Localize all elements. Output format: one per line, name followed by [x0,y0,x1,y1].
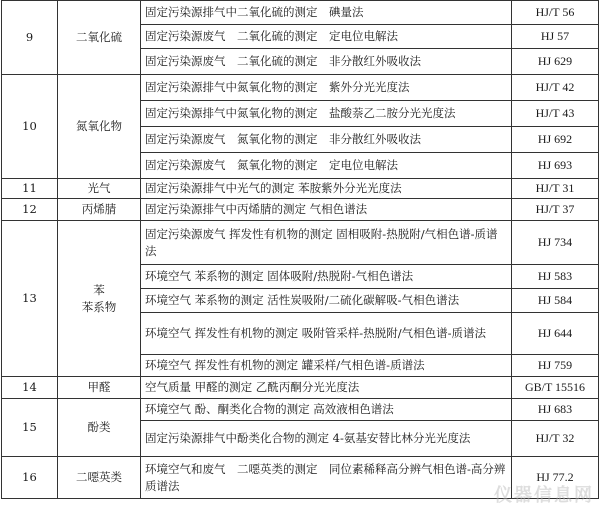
method-name: 固定污染源废气 二氧化硫的测定 非分散红外吸收法 [141,49,512,75]
method-name: 固定污染源排气中二氧化硫的测定 碘量法 [141,1,512,25]
standard-code: HJ/T 37 [512,199,599,221]
standard-code: HJ 583 [512,265,599,289]
standards-table [1,0,599,499]
table-row [2,399,599,421]
method-name: 固定污染源排气中丙烯腈的测定 气相色谱法 [141,199,512,221]
table-row [2,199,599,221]
standard-code: HJ/T 32 [512,421,599,457]
item-number: 16 [2,457,58,499]
pollutant-name: 氮氧化物 [76,119,122,133]
standard-code: HJ 734 [512,221,599,265]
standard-code: HJ 77.2 [512,457,599,499]
pollutant-name-cell [58,377,141,399]
standard-code: HJ 629 [512,49,599,75]
method-name: 固定污染源排气中酚类化合物的测定 4-氨基安替比林分光光度法 [141,421,512,457]
method-name: 固定污染源废气 二氧化硫的测定 定电位电解法 [141,25,512,49]
method-name: 固定污染源废气 氮氧化物的测定 定电位电解法 [141,153,512,179]
standard-code: HJ 693 [512,153,599,179]
item-number: 13 [2,221,58,377]
standard-code: HJ/T 43 [512,101,599,127]
pollutant-name-secondary: 苯系物 [81,299,117,314]
method-name: 固定污染源废气 氮氧化物的测定 非分散红外吸收法 [141,127,512,153]
standard-code: HJ 57 [512,25,599,49]
method-name: 环境空气 挥发性有机物的测定 吸附管采样-热脱附/气相色谱-质谱法 [141,313,512,355]
method-name: 环境空气 挥发性有机物的测定 罐采样/气相色谱-质谱法 [141,355,512,377]
table-row [2,179,599,199]
standard-code: HJ 759 [512,355,599,377]
item-number: 11 [2,179,58,199]
standard-code: HJ/T 56 [512,1,599,25]
pollutant-name: 酚类 [87,420,111,434]
standard-code: HJ 692 [512,127,599,153]
pollutant-name-cell [58,221,141,377]
standard-code: HJ 584 [512,289,599,313]
method-name: 环境空气 苯系物的测定 固体吸附/热脱附-气相色谱法 [141,265,512,289]
pollutant-name-cell [58,179,141,199]
standard-code: HJ/T 31 [512,179,599,199]
method-name: 固定污染源排气中光气的测定 苯胺紫外分光光度法 [141,179,512,199]
item-number: 15 [2,399,58,457]
pollutant-name-cell [58,399,141,457]
method-name: 环境空气和废气 二噁英类的测定 同位素稀释高分辨气相色谱-高分辨质谱法 [141,457,512,499]
table-row [2,221,599,265]
pollutant-name: 二氧化硫 [76,30,122,44]
table-row [2,1,599,25]
pollutant-name-cell [58,75,141,179]
item-number: 9 [2,1,58,75]
method-name: 环境空气 苯系物的测定 活性炭吸附/二硫化碳解吸-气相色谱法 [141,289,512,313]
standards-table-body [2,1,599,499]
pollutant-name: 二噁英类 [76,470,122,484]
pollutant-name: 丙烯腈 [81,202,117,216]
pollutant-name-cell [58,457,141,499]
pollutant-name: 光气 [87,181,111,195]
item-number: 12 [2,199,58,221]
method-name: 空气质量 甲醛的测定 乙酰丙酮分光光度法 [141,377,512,399]
standard-code: GB/T 15516 [512,377,599,399]
table-row [2,457,599,499]
pollutant-name-cell [58,1,141,75]
pollutant-name: 苯 [93,282,105,297]
standard-code: HJ/T 42 [512,75,599,101]
pollutant-name: 甲醛 [87,380,111,394]
item-number: 10 [2,75,58,179]
standard-code: HJ 644 [512,313,599,355]
standard-code: HJ 683 [512,399,599,421]
watermark: 仪器信息网 [494,485,594,506]
table-row [2,377,599,399]
method-name: 固定污染源排气中氮氧化物的测定 紫外分光光度法 [141,75,512,101]
method-name: 环境空气 酚、酮类化合物的测定 高效液相色谱法 [141,399,512,421]
method-name: 固定污染源废气 挥发性有机物的测定 固相吸附-热脱附/气相色谱-质谱法 [141,221,512,265]
table-row [2,75,599,101]
item-number: 14 [2,377,58,399]
pollutant-name-cell [58,199,141,221]
method-name: 固定污染源排气中氮氧化物的测定 盐酸萘乙二胺分光光度法 [141,101,512,127]
